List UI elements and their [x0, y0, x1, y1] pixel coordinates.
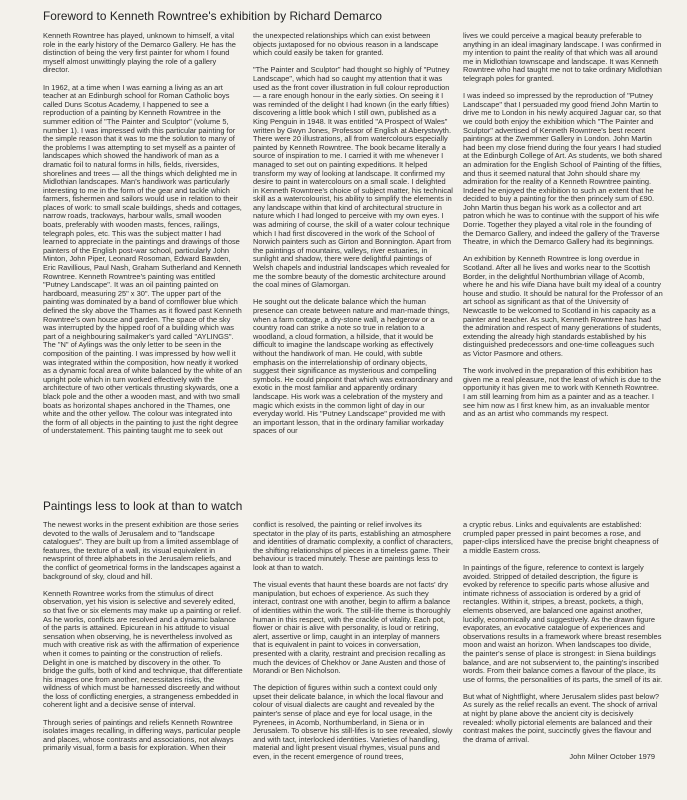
essay-title: Paintings less to look at than to watch [43, 499, 243, 513]
paragraph: I was indeed so impressed by the reproduction of "Putney Landscape" that I persuaded my good friend John Martin to drive me to London in his newly acquired Jaguar car, so that we could both enjoy the exhibition which "The Painter and Sculptor" advertised of Kenneth Rowntree's best recent paintings at the Zwemmer Gallery in London. John Martin had been my close friend during the four years I had studied at the Edinburgh College of Art. As students, we both shared an admiration for the English School of Painting of the fifties, and thus it seemed natural that John should share my admiration for the reality of a Kenneth Rowntree painting. Indeed he enjoyed the exhibition to such an extent that he decided to buy a painting for the then princely sum of £90. John Martin thus began his work as a collector and art patron which he was to continue with the support of his wife Dorrie. Together they played a vital role in the founding of the Demarco Gallery, and indeed the gallery of the Traverse Theatre, in which the Demarco Gallery had its beginnings. [463, 91, 662, 247]
foreword-column-1 [43, 32, 243, 490]
paragraph: But what of Nightflight, where Jerusalem slides past below? As surely as the relief recalls an event. The shock of arrival at night by plane above the ancient city is decisively revealed: wholly pictorial elements are balanced and their contrast makes the point, succinctly gives the flavour and the drama of arrival. [463, 691, 659, 744]
foreword-column-3 [463, 32, 663, 490]
paragraph: The depiction of figures within such a context could only upset their delicate balance, in which the local flavour and colour of visual dialects are caught and revealed by the painter's sense of place and eye for local usage, in the Pyrenees, in Acomb, Northumberland, in Siena or in Jerusalem. To observe his still-lifes is to see revealed, slowly and with tact, interlocked identities. Varieties of handling, material and light present visual rhymes, visual puns and even, in the recent emergence of round trees, [253, 683, 453, 762]
paragraph: An exhibition by Kenneth Rowntree is long overdue in Scotland. After all he lives and works near to the Scottish Border, in the delightful Northumbrian village of Acomb, where he and his wife Diana have built my ideal of a country house and studio. It should be natural for the Professor of an art school as significant as that of the University of Newcastle to be welcomed to Scotland in his capacity as a painter and teacher. As such, Kenneth Rowntree has had the admiration and respect of many generations of students, extending the already high standards established by his distinguished predecessors and one-time colleagues such as Victor Pasmore and others. [463, 254, 663, 358]
paragraph: a cryptic rebus. Links and equivalents are established: crumpled paper pressed in paint becomes a rose, and paper-clips intersliced have the precise bright cheapness of a middle Eastern cross. [463, 521, 659, 555]
essay-column-3 [463, 521, 663, 791]
paragraph: Kenneth Rowntree works from the stimulus of direct observation, yet his vision is selective and severely edited, so that five or six elements may make up a painting or relief. As he works, conflicts are resolved and a dynamic balance of the parts is attained. Epicurean in his attitude to visual sensation when observing, he is nevertheless involved as much with creative risk as with the affirmation of experience when it comes to painting or the construction of reliefs. Delight in one is matched by discovery in the other. To bridge the gulfs, both of kind and technique, that differentiate his images one from another, necessitates risks, the wildness of which must be harnessed discreetly and without the loss of conflicting energies, a strangeness embedded in coherent light and a decisive sense of interval. [43, 588, 243, 710]
author-signature: John Milner October 1979 [569, 752, 655, 762]
paragraph: Through series of paintings and reliefs Kenneth Rowntree isolates images recalling, in differing ways, particular people and places, whose contrasts and associations, not always primarily visual, form a basis for exploration. When their [43, 717, 241, 753]
paragraph: In paintings of the figure, reference to context is largely avoided. Stripped of detailed description, the figure is evoked by reference to specific parts whose allusive and intimate richness of association is ordered by a grid of rectangles. Within it, stripes, a breast, pockets, a thigh, elements observed, are balanced one against another, lucidly, economically and suggestively. As the drawn figure evaporates, an evocative catalogue of experiences and observations results in a framework where breast resembles moon and waist an horizon. When landscapes too divide, the painter's sense of place is strongest: in Siena buildings balance, and are not subservient to, the painting's inscribed words. From their balance comes a flavour of the place, its use of forms, the personalities of its parts, the smell of its air. [463, 562, 663, 684]
paragraph: Kenneth Rowntree has played, unknown to himself, a vital role in the early history of the Demarco Gallery. He has the distinction of being the very first painter for whom I found myself almost unwittingly playing the role of a gallery director. [43, 32, 236, 75]
foreword-column-2 [253, 32, 453, 490]
paragraph: The visual events that haunt these boards are not facts' dry manipulation, but echoes of experience. As such they interact, contrast one with another, begin to affirm a balance of identities within the work. The still-life theme is thoroughly human in this respect, with the crackle of vitality. Each pot, flower or chair is alive with personality, is loud or retiring, alert, assertive or limp, caught in an interplay of manners that is equivalent in paint to voices in conversation, presented with a clarity, restraint and precision recalling as much the devices of Chekhov or Jane Austen and those of Morandi or Ben Nicholson. [253, 580, 451, 676]
foreword-title: Foreword to Kenneth Rowntree's exhibition by Richard Demarco [43, 9, 383, 23]
paragraph: lives we could perceive a magical beauty preferable to anything in an ideal imaginary landscape. I was confirmed in my intention to paint the reality of that which was all around me in Midlothian townscape and landscape. It was Kenneth Rowntree who had taught me not to take ordinary Midlothian telegraph poles for granted. [463, 32, 662, 83]
paragraph: In 1962, at a time when I was earning a living as an art teacher at an Edinburgh school for Roman Catholic boys called Duns Scotus Academy, I happened to see a reproduction of a painting by Kenneth Rowntree in the summer edition of "The Painter and Sculptor" (volume 5, number 1). I was impressed with this particular painting for the simple reason that it was to me the solution to many of the problems I was attempting to set myself as a painter of landscapes which showed the handiwork of man as a dramatic foil to natural forms in hills, fields, riversides, shorelines and trees — all the things which delighted me in Midlothian landscapes. Man's handiwork was particularly interesting to me in the form of the gear and tackle which farmers, fishermen and sailors would use in relation to their places of work: to small scale buildings, sheds and cottages, narrow roads, trackways, harbour walls, small wooden boats, preferably with wooden masts, fences, railings, telegraph poles, etc. This was the subject matter I had learned to appreciate in the paintings and drawings of those painters of the English post-war school, particularly John Minton, John Piper, Leonard Rosoman, Edward Bawden, Eric Ravillious, Paul Nash, Graham Sutherland and Kenneth Rowntree. Kenneth Rowntree's painting was entitled "Putney Landscape". It was an oil painting painted on hardboard, measuring 25" x 30". The upper part of the painting was dominated by a band of cornflower blue which defined the sky above the Thames as it flowed past Kenneth Rowntree's own house and garden. The space of the sky was interrupted by the hipped roof of a building which was part of a neighbouring sailmaker's yard called "AYLINGS". The "N" of Aylings was the only letter to be seen in the composition of the painting. I was impressed by how well it was integrated within the composition, how neatly it worked as a dynamic focal area of white balanced by the white of an upright pole which in turn worked effectively with the architecture of two other verticals thrusting skywards, one a black pole and the other a wooden mast, and with two small boats as horizontal shapes anchored in the Thames, one white and the other yellow. The colour was integrated into the form of all objects in the painting to just the right degree of understatement. This painting taught me to seek out [43, 82, 242, 436]
paragraph: "The Painter and Sculptor" had thought so highly of "Putney Landscape", which had so caught my attention that it was used as the front cover illustration in full colour reproduction — a rare enough honour in the early sixties. On seeing it I was reminded of the delight I had known (in the early fifties) discovering a little book which I still own, published as a King Penguin in 1948. It was entitled "A Prospect of Wales" written by Gwyn Jones, Professor of English at Aberystwyth. There were 20 illustrations, all from watercolours especially painted by Kenneth Rowntree. The book became literally a source of inspiration to me. I carried it with me whenever I managed to set out on painting expeditions. It helped transform my way of looking at landscape. It confirmed my desire to paint in watercolours on a small scale. I delighted in Kenneth Rowntree's choice of subject matter, his technical skill as a watercolourist, his ability to simplify the elements in any landscape within that kind of architectural structure in nature which I had longed to perceive with my own eyes. I was admiring of course, the skill of a water colour technique which I had first discovered in the work of the School of Norwich painters such as Girton and Bonnington. Apart from the paintings of mountains, valleys, river estuaries, in sunlight and shadow, there were delightful paintings of Welsh chapels and industrial landscapes which revealed for me the sombre beauty of the domestic architecture around the coal mines of Glamorgan. [253, 65, 453, 290]
paragraph: The newest works in the present exhibition are those series devoted to the walls of Jerusalem and to "landscape catalogues". They are built up from a limited assemblage of features, the texture of a wall, its visual equivalent in newsprint of three alphabets in the Jerusalem reliefs, and the conflict of geometrical forms in the landscapes against a background of sky, cloud and hill. [43, 521, 241, 581]
essay-column-1 [43, 521, 243, 791]
paragraph: The work involved in the preparation of this exhibition has given me a real pleasure, not the least of which is due to the opportunity it has given me to work with Kenneth Rowntree. I am still learning from him as a painter and as a teacher. I see him now as I first knew him, as an invaluable mentor and as an artist who commands my respect. [463, 366, 662, 419]
paragraph: He sought out the delicate balance which the human presence can create between nature and man-made things, when a farm cottage, a dry-stone wall, a hedgerow or a country road can strike a note so true in relation to a woodland, a cloud formation, a hillside, that it would be difficult to imagine the landscape working as effectively without the handiwork of man. He could, with subtle emphasis on the interrelationship of ordinary objects, suggest their significance as mysterious and compelling symbols. He could pinpoint that which was extraordinary and exotic in the most familiar and apparently ordinary landscape. His work was a celebration of the mystery and magic which exists in the common light of day in our everyday world. His "Putney Landscape" provided me with an important lesson, that in the ordinary familiar workaday spaces of our [253, 297, 453, 436]
essay-column-2 [253, 521, 453, 791]
paragraph: the unexpected relationships which can exist between objects juxtaposed for no obvious reason in a landscape which could easily be taken for granted. [253, 32, 439, 58]
paragraph: conflict is resolved, the painting or relief involves its spectator in the play of its parts, establishing an atmosphere and identities of dramatic complexity, a conflict of characters, the shifting relationships of pieces in a timeless game. Their behaviour is traced minutely. These are paintings less to look at than to watch. [253, 521, 453, 572]
